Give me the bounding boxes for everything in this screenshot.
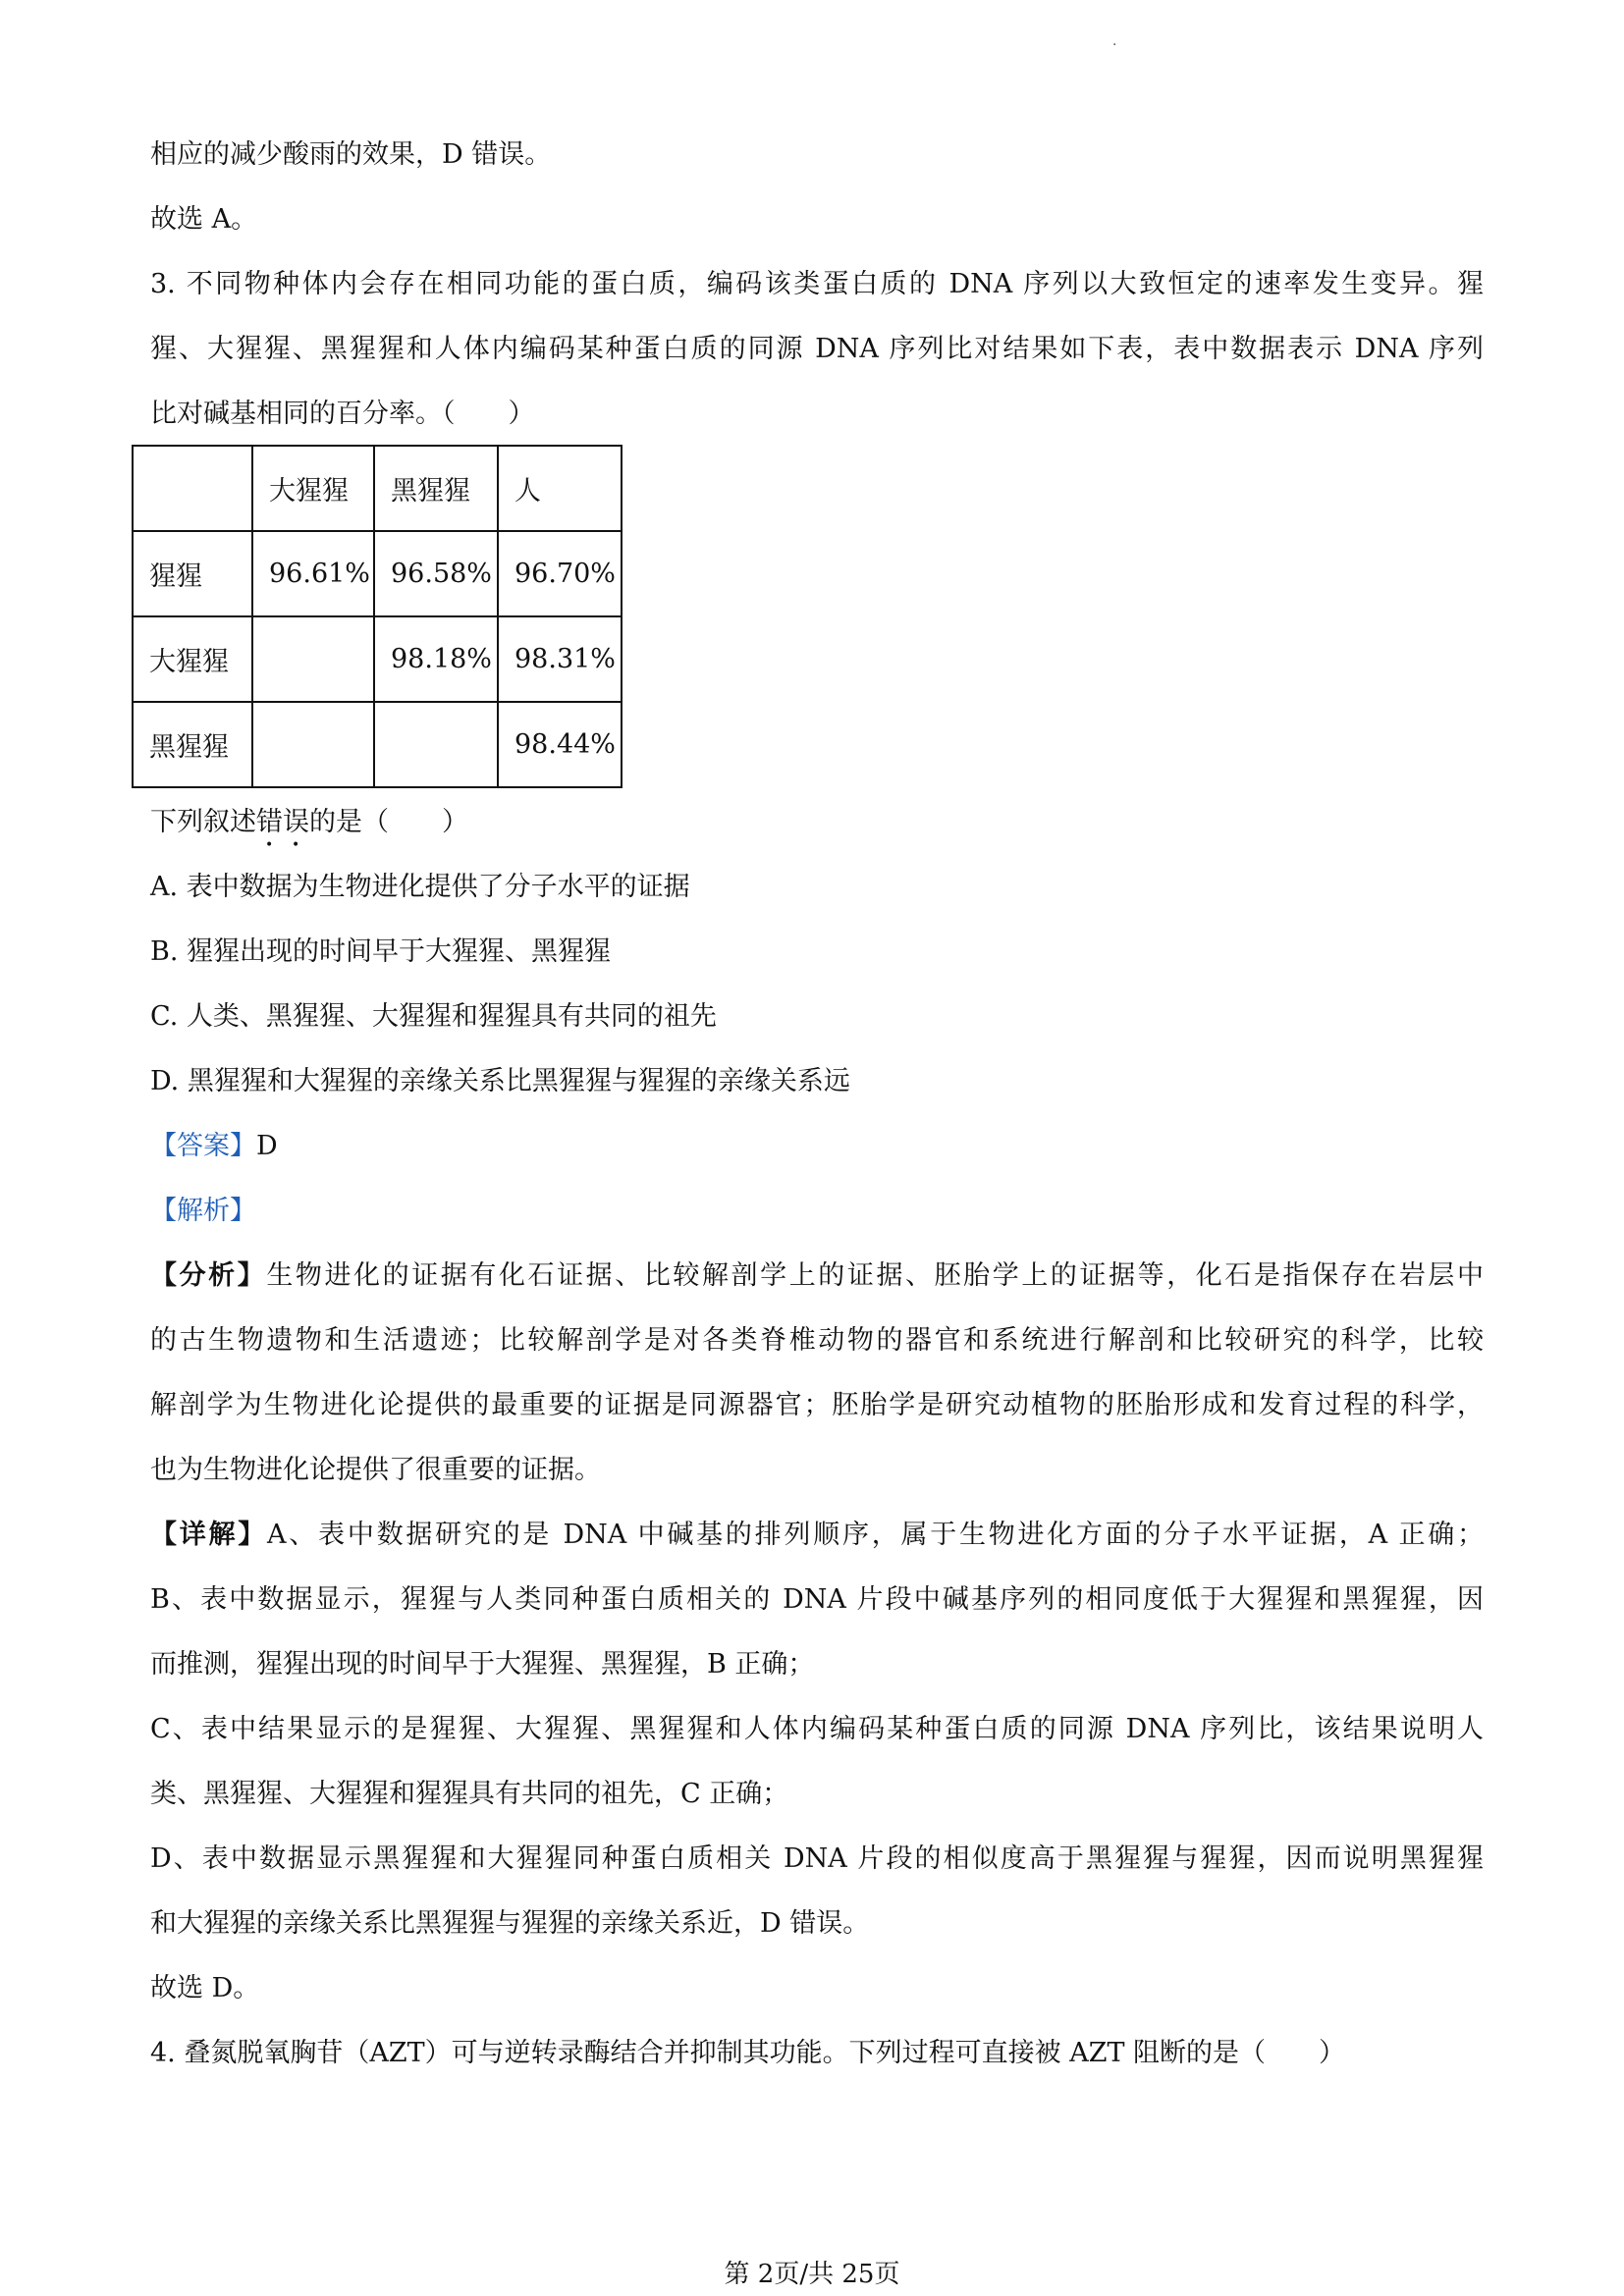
page-footer: 第 2页/共 25页 [724, 2260, 900, 2289]
fenxi-line-2: 的古生物遗物和生活遗迹；比较解剖学是对各类脊椎动物的器官和系统进行解剖和比较研究的科学，比较 [150, 1325, 1484, 1356]
table-row [133, 702, 622, 787]
q3-stem-line-2: 猩、大猩猩、黑猩猩和人体内编码某种蛋白质的同源 DNA 序列比对结果如下表，表中数据表示 DNA 序列 [150, 334, 1484, 364]
answer-line [150, 1129, 278, 1164]
q3-prompt-emphasis: 错误 [256, 807, 309, 837]
table-cell: 96.58% [374, 531, 498, 616]
q3-stem-line-3: 比对碱基相同的百分率。（ ） [150, 399, 535, 429]
detail-line-6: D、表中数据显示黑猩猩和大猩猩同种蛋白质相关 DNA 片段的相似度高于黑猩猩与猩猩，因而说明黑猩猩 [150, 1843, 1484, 1874]
option-d: D. 黑猩猩和大猩猩的亲缘关系比黑猩猩与猩猩的亲缘关系远 [150, 1066, 850, 1096]
q4-stem: 4. 叠氮脱氧胸苷（AZT）可与逆转录酶结合并抑制其功能。下列过程可直接被 AZT 阻断的是（ ） [150, 2038, 1346, 2068]
prev-answer-choice: 故选 A。 [150, 204, 258, 235]
continuation-line: 相应的减少酸雨的效果，D 错误。 [150, 139, 552, 170]
q3-answer-choice: 故选 D。 [150, 1973, 260, 2003]
table-cell: 96.61% [252, 531, 374, 616]
table-cell [252, 702, 374, 787]
detail-line-1 [150, 1518, 1484, 1553]
xiangjie-tag: 【详解】 [150, 1520, 268, 1550]
table-cell: 98.44% [498, 702, 622, 787]
table-row-label: 大猩猩 [133, 616, 252, 702]
q3-stem-line-1: 3. 不同物种体内会存在相同功能的蛋白质，编码该类蛋白质的 DNA 序列以大致恒定的速率发生变异。猩 [150, 269, 1484, 299]
scan-dot-mark: · [1112, 37, 1117, 53]
table-header-cell: 黑猩猩 [374, 446, 498, 531]
table-row-label: 猩猩 [133, 531, 252, 616]
fenxi-line-4: 也为生物进化论提供了很重要的证据。 [150, 1455, 601, 1485]
detail-text-1: A、表中数据研究的是 DNA 中碱基的排列顺序，属于生物进化方面的分子水平证据，A 正确； [267, 1520, 1485, 1550]
table-header-cell: 大猩猩 [252, 446, 374, 531]
option-c: C. 人类、黑猩猩、大猩猩和猩猩具有共同的祖先 [150, 1001, 717, 1032]
detail-line-3: 而推测，猩猩出现的时间早于大猩猩、黑猩猩，B 正确； [150, 1649, 815, 1680]
table-row [133, 531, 622, 616]
table-header-cell [133, 446, 252, 531]
fenxi-text-1: 生物进化的证据有化石证据、比较解剖学上的证据、胚胎学上的证据等，化石是指保存在岩层中 [266, 1260, 1484, 1291]
table-cell [252, 616, 374, 702]
analysis-tag: 【解析】 [150, 1196, 256, 1226]
table-cell: 98.31% [498, 616, 622, 702]
q3-prompt-post: 的是（ ） [309, 807, 468, 837]
table-cell [374, 702, 498, 787]
table-cell: 96.70% [498, 531, 622, 616]
table-row-label: 黑猩猩 [133, 702, 252, 787]
q3-prompt-pre: 下列叙述 [150, 807, 256, 837]
dna-similarity-table [132, 445, 623, 788]
option-b: B. 猩猩出现的时间早于大猩猩、黑猩猩 [150, 936, 612, 967]
table-row [133, 616, 622, 702]
detail-line-5: 类、黑猩猩、大猩猩和猩猩具有共同的祖先，C 正确； [150, 1779, 789, 1809]
fenxi-line-3: 解剖学为生物进化论提供的最重要的证据是同源器官；胚胎学是研究动植物的胚胎形成和发育过程的科学， [150, 1390, 1484, 1420]
answer-tag: 【答案】 [150, 1131, 256, 1161]
detail-line-4: C、表中结果显示的是猩猩、大猩猩、黑猩猩和人体内编码某种蛋白质的同源 DNA 序列比，该结果说明人 [150, 1714, 1484, 1744]
table-header-row [133, 446, 622, 531]
table-header-cell: 人 [498, 446, 622, 531]
fenxi-tag: 【分析】 [150, 1260, 267, 1291]
table-cell: 98.18% [374, 616, 498, 702]
option-a: A. 表中数据为生物进化提供了分子水平的证据 [150, 872, 690, 902]
q3-prompt [150, 805, 468, 853]
detail-line-7: 和大猩猩的亲缘关系比黑猩猩与猩猩的亲缘关系近，D 错误。 [150, 1908, 870, 1939]
answer-value: D [256, 1131, 278, 1161]
detail-line-2: B、表中数据显示，猩猩与人类同种蛋白质相关的 DNA 片段中碱基序列的相同度低于大猩猩和黑猩猩，因 [150, 1584, 1484, 1615]
fenxi-line-1 [150, 1258, 1484, 1294]
